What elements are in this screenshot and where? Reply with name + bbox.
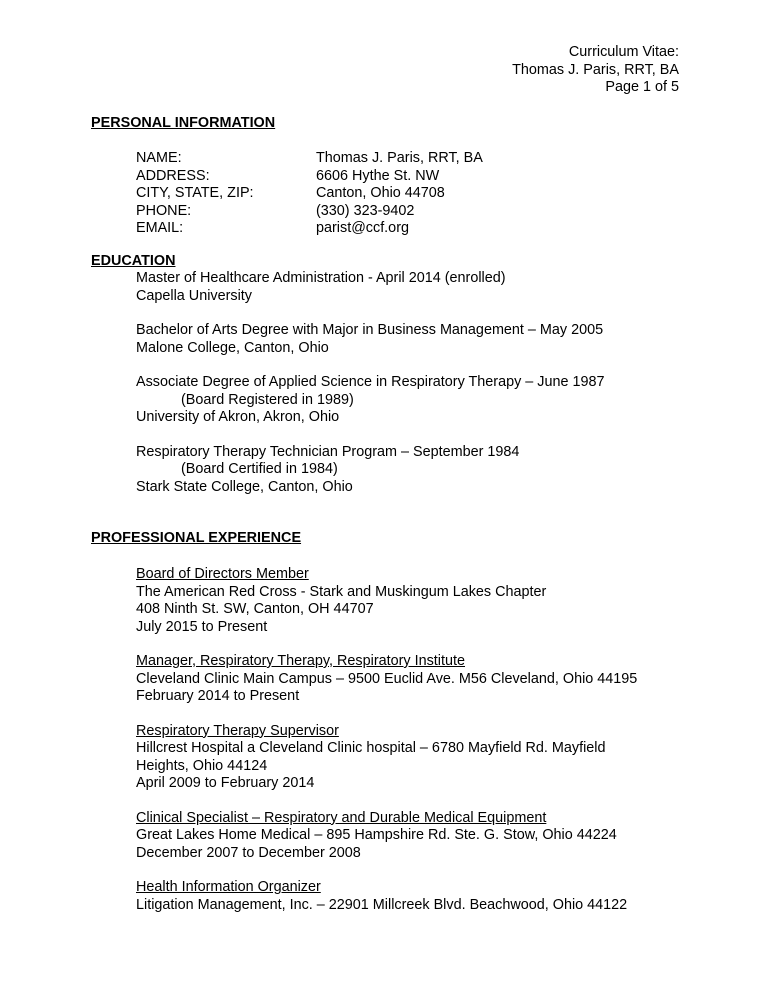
experience-org: The American Red Cross - Stark and Muskingum Lakes Chapter — [136, 583, 547, 600]
experience-role: Respiratory Therapy Supervisor — [136, 722, 339, 739]
education-note: (Board Certified in 1984) — [181, 461, 338, 477]
education-heading: EDUCATION — [91, 253, 176, 269]
education-degree: Master of Healthcare Administration - April 2014 (enrolled) — [136, 270, 506, 286]
experience-entry — [136, 566, 637, 636]
education-entry — [136, 322, 605, 357]
education-school: Stark State College, Canton, Ohio — [136, 478, 353, 495]
phone-label: PHONE: — [136, 202, 192, 219]
page-header — [512, 44, 679, 97]
personal-information-heading: PERSONAL INFORMATION — [91, 115, 276, 131]
education-degree: Bachelor of Arts Degree with Major in Business Management – May 2005 — [136, 322, 604, 338]
email-value: parist@ccf.org — [316, 220, 409, 236]
experience-dates: February 2014 to Present — [136, 688, 300, 704]
experience-list — [136, 566, 637, 914]
education-degree: Associate Degree of Applied Science in Respiratory Therapy – June 1987 — [136, 374, 605, 390]
professional-experience-heading: PROFESSIONAL EXPERIENCE — [91, 530, 302, 546]
experience-dates: December 2007 to December 2008 — [136, 844, 361, 861]
header-title: Curriculum Vitae: — [568, 44, 679, 60]
education-degree: Respiratory Therapy Technician Program – September 1984 — [136, 443, 520, 460]
email-label: EMAIL: — [136, 220, 184, 236]
name-value: Thomas J. Paris, RRT, BA — [316, 150, 483, 166]
education-school: Malone College, Canton, Ohio — [136, 339, 329, 356]
experience-dates: July 2015 to Present — [136, 618, 268, 635]
experience-role: Manager, Respiratory Therapy, Respiratory Institute — [136, 653, 466, 669]
phone-value: (330) 323-9402 — [316, 202, 415, 219]
education-school: Capella University — [136, 287, 252, 304]
education-entry — [136, 444, 605, 497]
experience-address: 408 Ninth St. SW, Canton, OH 44707 — [136, 601, 374, 617]
experience-entry — [136, 723, 637, 793]
address-label: ADDRESS: — [136, 167, 210, 184]
education-entry — [136, 270, 605, 305]
experience-org: Hillcrest Hospital a Cleveland Clinic hospital – 6780 Mayfield Rd. Mayfield — [136, 740, 606, 756]
name-label: NAME: — [136, 150, 182, 166]
experience-address: Heights, Ohio 44124 — [136, 757, 268, 774]
city-value: Canton, Ohio 44708 — [316, 185, 445, 201]
experience-org: Cleveland Clinic Main Campus – 9500 Euclid Ave. M56 Cleveland, Ohio 44195 — [136, 670, 638, 687]
education-note: (Board Registered in 1989) — [181, 391, 354, 408]
experience-role: Clinical Specialist – Respiratory and Durable Medical Equipment — [136, 809, 547, 826]
experience-entry — [136, 879, 637, 914]
education-list — [136, 270, 605, 496]
experience-role: Health Information Organizer — [136, 879, 321, 895]
education-school: University of Akron, Akron, Ohio — [136, 409, 340, 425]
header-name: Thomas J. Paris, RRT, BA — [512, 61, 679, 78]
experience-org: Litigation Management, Inc. – 22901 Millcreek Blvd. Beachwood, Ohio 44122 — [136, 896, 628, 913]
experience-role: Board of Directors Member — [136, 566, 309, 582]
experience-dates: April 2009 to February 2014 — [136, 775, 315, 791]
experience-entry — [136, 653, 637, 706]
education-entry — [136, 374, 605, 427]
address-value: 6606 Hythe St. NW — [316, 167, 440, 184]
experience-entry — [136, 810, 637, 863]
city-label: CITY, STATE, ZIP: — [136, 185, 254, 201]
header-page-number: Page 1 of 5 — [605, 79, 679, 95]
experience-org: Great Lakes Home Medical – 895 Hampshire Rd. Ste. G. Stow, Ohio 44224 — [136, 827, 617, 843]
